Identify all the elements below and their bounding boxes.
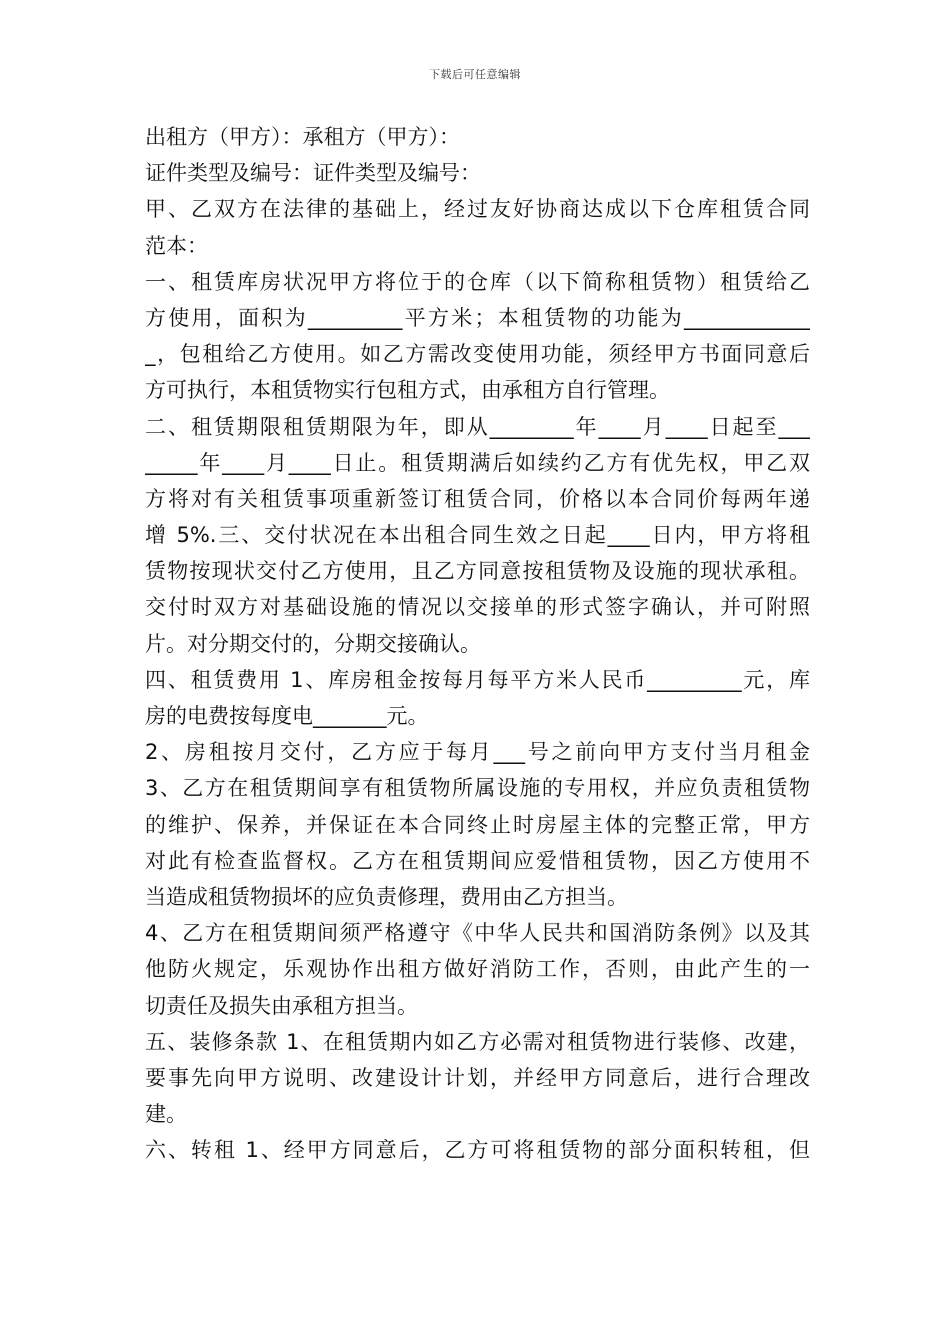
text-line: 范本： <box>145 233 208 258</box>
text-line: 交付时双方对基础设施的情况以交接单的形式签字确认，并可附照 <box>145 595 810 620</box>
text-line: 证件类型及编号：证件类型及编号： <box>145 161 481 186</box>
text-line: _____年____月____日止。租赁期满后如续约乙方有优先权，甲乙双 <box>145 450 810 475</box>
text-line: 房的电费按每度电_______元。 <box>145 704 429 728</box>
text-line: 甲、乙双方在法律的基础上，经过友好协商达成以下仓库租赁合同 <box>145 197 810 222</box>
text-line: 四、租赁费用 1、库房租金按每月每平方米人民币_________元，库 <box>145 667 810 692</box>
contract-body <box>145 119 810 1168</box>
text-line: 赁物按现状交付乙方使用，且乙方同意按租赁物及设施的现状承租。 <box>145 559 810 584</box>
text-line: 六、转租 1、经甲方同意后，乙方可将租赁物的部分面积转租，但 <box>145 1138 810 1163</box>
text-line: 一、租赁库房状况甲方将位于的仓库（以下简称租赁物）租赁给乙 <box>145 269 810 294</box>
text-line: 他防火规定，乐观协作出租方做好消防工作，否则，由此产生的一 <box>145 957 810 982</box>
text-line: 方可执行，本租赁物实行包租方式，由承租方自行管理。 <box>145 378 670 403</box>
text-line: 的维护、保养，并保证在本合同终止时房屋主体的完整正常，甲方 <box>145 812 810 837</box>
text-line: 增 5%.三、交付状况在本出租合同生效之日起____日内，甲方将租 <box>145 523 810 548</box>
text-line: 建。 <box>145 1102 187 1127</box>
text-line: 五、装修条款 1、在租赁期内如乙方必需对租赁物进行装修、改建， <box>145 1029 810 1054</box>
text-line: 2、房租按月交付，乙方应于每月___号之前向甲方支付当月租金 <box>145 740 810 765</box>
text-line: 当造成租赁物损坏的应负责修理，费用由乙方担当。 <box>145 884 628 909</box>
text-line: 4、乙方在租赁期间须严格遵守《中华人民共和国消防条例》以及其 <box>145 921 810 946</box>
text-line: 二、租赁期限租赁期限为年，即从________年____月____日起至___ <box>145 414 810 439</box>
header-note: 下载后可任意编辑 <box>429 68 521 81</box>
text-line: _，包租给乙方使用。如乙方需改变使用功能，须经甲方书面同意后 <box>145 342 810 367</box>
text-line: 切责任及损失由承租方担当。 <box>145 993 418 1018</box>
text-line: 出租方（甲方）：承租方（甲方）： <box>145 125 460 149</box>
text-line: 片。对分期交付的，分期交接确认。 <box>145 631 481 656</box>
text-line: 方使用，面积为_________平方米；本租赁物的功能为____________ <box>145 305 810 330</box>
text-line: 方将对有关租赁事项重新签订租赁合同，价格以本合同价每两年递 <box>145 486 810 511</box>
text-line: 要事先向甲方说明、改建设计计划，并经甲方同意后，进行合理改 <box>145 1065 810 1090</box>
text-line: 3、乙方在租赁期间享有租赁物所属设施的专用权，并应负责租赁物 <box>145 776 810 801</box>
text-line: 对此有检查监督权。乙方在租赁期间应爱惜租赁物，因乙方使用不 <box>145 848 810 873</box>
